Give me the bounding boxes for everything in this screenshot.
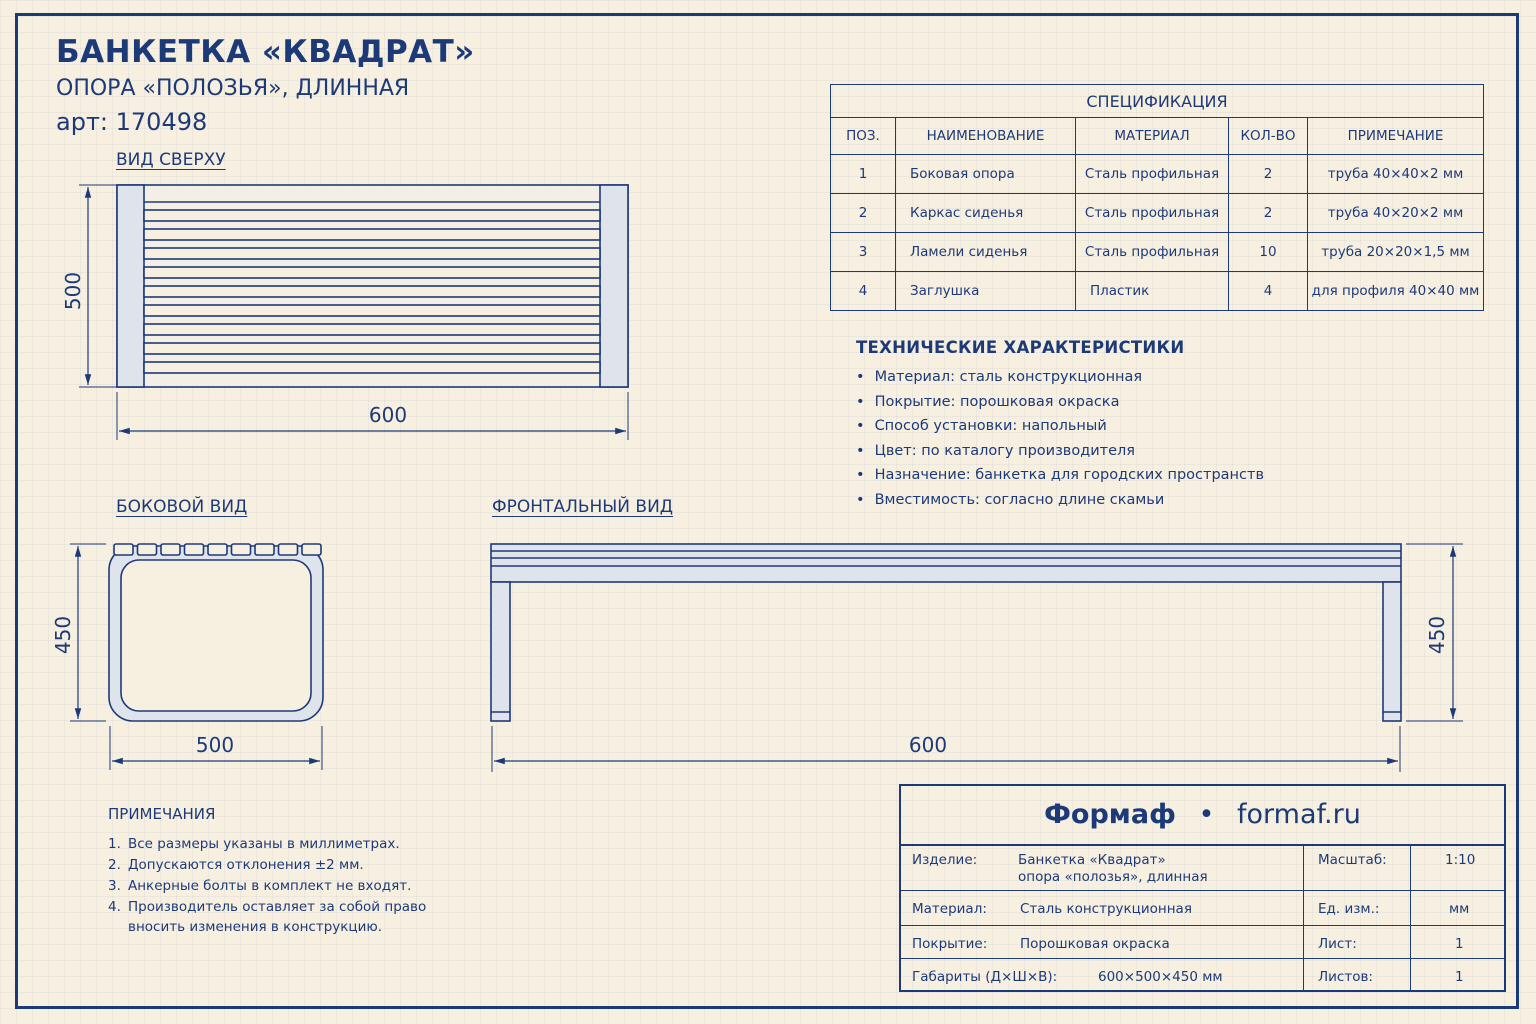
list-item [108,855,426,875]
table-row [831,155,1484,194]
note-number: 3. [108,878,121,894]
spec-caption: СПЕЦИФИКАЦИЯ [831,85,1484,118]
top-view [79,185,628,440]
seat-slat [144,248,600,259]
top-view-depth-dimension: 500 [61,271,85,311]
spec-cell: 2 [1229,155,1308,194]
sheet-value: 1 [1455,936,1464,952]
product-label: Изделие: [912,852,978,868]
divider [901,925,1504,926]
spec-cell: Каркас сиденья [896,194,1076,233]
sheets-value: 1 [1455,969,1464,985]
spec-col-note: ПРИМЕЧАНИЕ [1308,118,1484,155]
table-row [831,272,1484,311]
front-view-height-dimension: 450 [1425,615,1449,655]
note-number: 1. [108,836,121,852]
brand-separator: • [1198,799,1215,830]
unit-label: Ед. изм.: [1318,901,1380,917]
spec-cell: для профиля 40×40 мм [1308,272,1484,311]
notes-list [108,834,426,938]
specification-table [830,84,1484,311]
front-view-width-dimension: 600 [908,733,948,757]
note-number: 4. [108,899,121,915]
spec-cell: Пластик [1076,272,1229,311]
list-item: • Материал: сталь конструкционная [856,367,1264,392]
spec-cell: труба 20×20×1,5 мм [1308,233,1484,272]
tech-list [856,367,1264,514]
sheet-label: Лист: [1318,936,1357,952]
divider [1303,844,1304,990]
side-slat [114,544,133,555]
side-view-width-dimension: 500 [195,733,235,757]
note-text: Производитель оставляет за собой право [128,899,427,915]
scale-value: 1:10 [1445,852,1476,868]
drawing-title: БАНКЕТКА «КВАДРАТ» [56,34,475,70]
spec-cell: Сталь профильная [1076,155,1229,194]
list-item: • Покрытие: порошковая окраска [856,392,1264,417]
note-text: Допускаются отклонения ±2 мм. [128,857,364,873]
seat-slat [144,286,600,297]
spec-col-qty: КОЛ-ВО [1229,118,1308,155]
side-slat [279,544,298,555]
spec-cell: Заглушка [896,272,1076,311]
side-slat [208,544,227,555]
brand-row [901,786,1504,846]
dims-label: Габариты (Д×Ш×В): [912,969,1058,985]
spec-cell: Боковая опора [896,155,1076,194]
spec-cell: труба 40×20×2 мм [1308,194,1484,233]
spec-cell: 3 [831,233,896,272]
divider [901,890,1504,891]
spec-cell: 1 [831,155,896,194]
title-block [899,784,1506,992]
list-item [108,897,426,937]
seat-slat [144,324,600,335]
table-row [831,233,1484,272]
note-text: Анкерные болты в комплект не входят. [128,878,412,894]
spec-cell: 2 [831,194,896,233]
drawing-subtitle: ОПОРА «ПОЛОЗЬЯ», ДЛИННАЯ [56,76,410,101]
top-view-width-dimension: 600 [368,403,408,427]
spec-cell: Ламели сиденья [896,233,1076,272]
scale-label: Масштаб: [1318,852,1387,868]
table-row [831,194,1484,233]
front-view-label: ФРОНТАЛЬНЫЙ ВИД [492,497,674,517]
coating-value: Порошковая окраска [1020,936,1170,952]
divider [1410,844,1411,990]
dims-value: 600×500×450 мм [1098,969,1223,985]
spec-cell: 4 [1229,272,1308,311]
list-item: • Цвет: по каталогу производителя [856,441,1264,466]
spec-cell: 2 [1229,194,1308,233]
side-view-label: БОКОВОЙ ВИД [116,497,248,517]
side-slat [302,544,321,555]
front-view [491,544,1463,772]
spec-cell: 10 [1229,233,1308,272]
brand-name: Формаф [1044,799,1176,830]
note-number: 2. [108,857,121,873]
side-slat [161,544,180,555]
list-item: • Способ установки: напольный [856,416,1264,441]
product-line-1: Банкетка «Квадрат» [1018,852,1166,868]
brand-site: formaf.ru [1237,799,1361,830]
material-label: Материал: [912,901,987,917]
note-text: Все размеры указаны в миллиметрах. [128,836,400,852]
side-slat [138,544,157,555]
top-view-label: ВИД СВЕРХУ [116,150,226,170]
list-item [108,876,426,896]
list-item [108,834,426,854]
notes-title: ПРИМЕЧАНИЯ [108,805,216,823]
article-number: арт: 170498 [56,108,208,136]
side-slat [185,544,204,555]
spec-cell: Сталь профильная [1076,233,1229,272]
list-item: • Назначение: банкетка для городских пространств [856,465,1264,490]
spec-col-material: МАТЕРИАЛ [1076,118,1229,155]
seat-slat [144,362,600,373]
unit-value: мм [1449,901,1470,917]
note-text-continued: вносить изменения в конструкцию. [128,919,383,935]
divider [901,958,1504,959]
seat-slat [144,343,600,354]
material-value: Сталь конструкционная [1020,901,1192,917]
spec-cell: 4 [831,272,896,311]
spec-cell: Сталь профильная [1076,194,1229,233]
seat-slat [144,305,600,316]
seat-slat [144,210,600,221]
list-item: • Вместимость: согласно длине скамьи [856,490,1264,515]
side-slat [255,544,274,555]
spec-cell: труба 40×40×2 мм [1308,155,1484,194]
coating-label: Покрытие: [912,936,988,952]
spec-col-pos: ПОЗ. [831,118,896,155]
spec-col-name: НАИМЕНОВАНИЕ [896,118,1076,155]
tech-title: ТЕХНИЧЕСКИЕ ХАРАКТЕРИСТИКИ [856,338,1185,357]
seat-slat [144,229,600,240]
side-view-height-dimension: 450 [51,615,75,655]
sheets-label: Листов: [1318,969,1373,985]
product-line-2: опора «полозья», длинная [1018,869,1208,885]
side-slat [232,544,251,555]
seat-slat [144,267,600,278]
